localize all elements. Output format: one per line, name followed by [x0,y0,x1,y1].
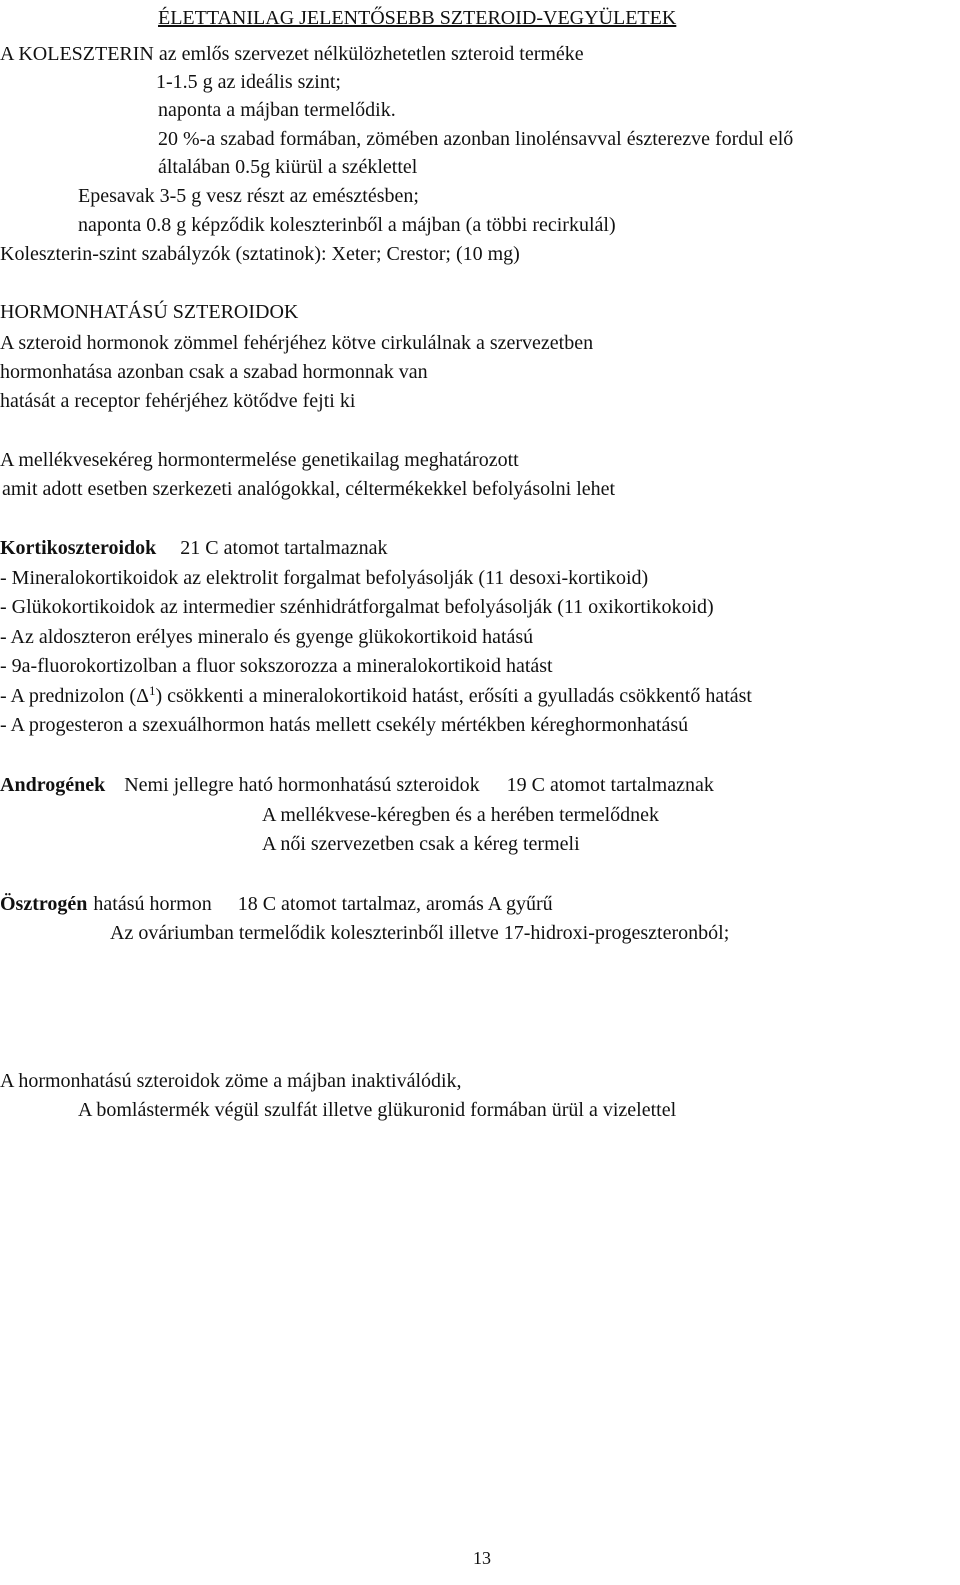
androgens-line-2: A mellékvese-kéregben és a herében termelődnek [262,804,660,826]
corticosteroid-item: - Az aldoszteron erélyes mineralo és gyenge glükokortikoid hatású [0,626,534,648]
cholesterol-line-3: 20 %-a szabad formában, zömében azonban linolénsavval észterezve fordul elő [158,128,794,150]
hormones-heading: HORMONHATÁSÚ SZTEROIDOK [0,301,299,323]
cholesterol-line-5: Epesavak 3-5 g vesz részt az emésztésben; [78,185,419,207]
statins-line: Koleszterin-szint szabályzók (sztatinok): Xeter; Crestor; (10 mg) [0,243,520,265]
estrogen-line-2: Az ováriumban termelődik koleszterinből illetve 17-hidroxi-progeszteronból; [110,922,730,944]
hormones-line-1: A szteroid hormonok zömmel fehérjéhez kötve cirkulálnak a szervezetben [0,332,594,354]
estrogen-line [0,892,553,916]
androgens-atoms: 19 C atomot tartalmaznak [506,774,714,796]
corticosteroids-label: Kortikoszteroidok [0,537,157,559]
inactivation-line-2: A bomlástermék végül szulfát illetve glükuronid formában ürül a vizelettel [78,1099,677,1121]
progesterone-line: - A progesteron a szexuálhormon hatás mellett csekély mértékben kéreghormonhatású [0,714,689,736]
androgens-desc: Nemi jellegre ható hormonhatású szteroidok [124,774,480,796]
page-title: ÉLETTANILAG JELENTŐSEBB SZTEROID-VEGYÜLETEK [158,7,677,29]
prednisolone-text-end: ) csökkenti a mineralokortikoid hatást, erősíti a gyulladás csökkentő hatást [155,685,752,707]
corticosteroid-item: - Glükokortikoidok az intermedier szénhidrátforgalmat befolyásolják (11 oxikortikokoid) [0,596,714,618]
estrogen-atoms: 18 C atomot tartalmaz, aromás A gyűrű [237,893,553,915]
androgens-label: Androgének [0,774,106,796]
cholesterol-line-2: naponta a májban termelődik. [158,99,396,121]
cholesterol-line-1: 1-1.5 g az ideális szint; [156,71,341,93]
estrogen-label: Ösztrogén [0,893,88,915]
cholesterol-line-6: naponta 0.8 g képződik koleszterinből a májban (a többi recirkulál) [78,214,616,236]
corticosteroid-item: - 9a-fluorokortizolban a fluor sokszorozza a mineralokortikoid hatást [0,655,553,677]
cholesterol-line-4: általában 0.5g kiürül a széklettel [158,156,418,178]
hormones-line-2: hormonhatása azonban csak a szabad hormonnak van [0,361,428,383]
estrogen-desc: hatású hormon [93,893,212,915]
hormones-line-3: hatását a receptor fehérjéhez kötődve fejti ki [0,390,356,412]
delta-symbol: Δ [136,685,149,707]
androgens-line-3: A női szervezetben csak a kéreg termeli [262,833,580,855]
adrenal-line-1: A mellékvesekéreg hormontermelése genetikailag meghatározott [0,449,519,471]
inactivation-line-1: A hormonhatású szteroidok zöme a májban inaktiválódik, [0,1070,462,1092]
corticosteroids-line [0,536,387,560]
androgens-line [0,773,714,797]
delta-superscript: 1 [148,683,156,698]
page-number: 13 [473,1548,491,1568]
prednisolone-line [0,684,752,708]
corticosteroids-desc: 21 C atomot tartalmaznak [180,537,388,559]
cholesterol-intro: A KOLESZTERIN az emlős szervezet nélkülözhetetlen szteroid terméke [0,43,584,65]
prednisolone-text-start: - A prednizolon ( [0,685,137,707]
adrenal-line-2: amit adott esetben szerkezeti analógokkal, céltermékekkel befolyásolni lehet [2,478,616,500]
corticosteroid-item: - Mineralokortikoidok az elektrolit forgalmat befolyásolják (11 desoxi-kortikoid) [0,567,649,589]
